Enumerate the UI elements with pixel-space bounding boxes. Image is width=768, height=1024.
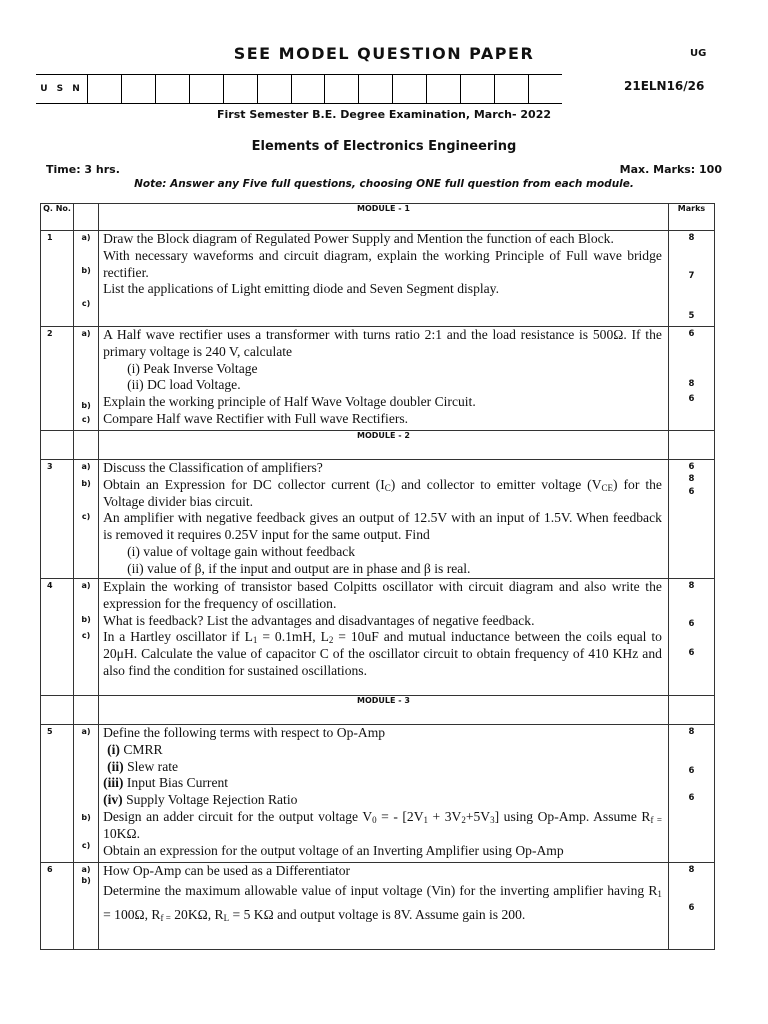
question-row — [41, 863, 715, 950]
question-number: 6 — [41, 863, 74, 950]
marks-value: 8 — [688, 474, 695, 484]
usn-cell[interactable] — [156, 75, 190, 103]
sub-label: c) — [81, 841, 91, 850]
sub-label: b) — [81, 876, 91, 885]
question-text: Compare Half wave Rectifier with Full wave Rectifiers. — [103, 410, 409, 426]
course-code: 21ELN16/26 — [624, 79, 705, 93]
question-subpart: (ii) Slew rate — [107, 758, 179, 774]
sub-label: c) — [81, 512, 91, 521]
question-subpart: (iv) Supply Voltage Rejection Ratio — [103, 792, 298, 808]
marks-value: 7 — [688, 271, 695, 281]
exam-title: First Semester B.E. Degree Examination, March- 2022 — [217, 108, 551, 121]
sub-label: b) — [81, 401, 91, 410]
usn-cell[interactable] — [224, 75, 258, 103]
question-row — [41, 725, 715, 863]
sub-label: b) — [81, 479, 91, 488]
usn-cell[interactable] — [292, 75, 326, 103]
usn-cell[interactable] — [461, 75, 495, 103]
usn-cell[interactable] — [258, 75, 292, 103]
usn-cell[interactable] — [495, 75, 529, 103]
module-row — [41, 431, 715, 460]
question-text: An amplifier with negative feedback gives an output of 12.5V with an input of 1.5V. When feedback is removed it requires 0.25V input for the same output. Find — [103, 510, 662, 543]
question-number: 5 — [41, 725, 74, 863]
usn-cell[interactable] — [529, 75, 562, 103]
marks-value: 6 — [688, 329, 695, 339]
level-tag: UG — [690, 48, 707, 59]
marks-value: 6 — [688, 793, 695, 803]
marks-value: 6 — [688, 766, 695, 776]
question-text: Explain the working principle of Half Wave Voltage doubler Circuit. — [103, 394, 476, 410]
sub-label: a) — [81, 727, 91, 736]
usn-box — [36, 74, 562, 104]
marks-value: 8 — [688, 865, 695, 875]
marks-value: 6 — [688, 487, 695, 497]
usn-cell[interactable] — [393, 75, 427, 103]
question-text: Explain the working of transistor based Colpitts oscillator with circuit diagram and also write the expression for the frequency of oscillation. — [103, 579, 662, 611]
marks-value: 8 — [688, 581, 695, 591]
question-subpart: (i) Peak Inverse Voltage — [127, 360, 258, 376]
paper-title: SEE MODEL QUESTION PAPER — [233, 44, 535, 63]
table-header — [41, 204, 715, 231]
question-text: How Op-Amp can be used as a Differentiator — [103, 863, 351, 878]
usn-cell[interactable] — [122, 75, 156, 103]
sub-label: b) — [81, 615, 91, 624]
question-subpart: (ii) value of β, if the input and output are in phase and β is real. — [127, 560, 471, 576]
question-text: Obtain an Expression for DC collector current $(I_C)$ and collector to emitter voltage $(V_{CE})$ for the Voltage divider bias circuit. — [103, 476, 662, 509]
question-text: Design an adder circuit for the output voltage $V_0$ = - $[2V_1 + 3V_2+5V_3]$ using Op-Amp. Assume $R_{f =}$ 10KΩ. — [103, 808, 662, 841]
sub-label: b) — [81, 266, 91, 275]
question-subpart: (i) CMRR — [107, 741, 163, 757]
question-text: A Half wave rectifier uses a transformer with turns ratio 2:1 and the load resistance is 500Ω. If the primary voltage is 240 V, calculate — [103, 327, 662, 359]
question-row — [41, 579, 715, 696]
usn-cell[interactable] — [88, 75, 122, 103]
question-number: 2 — [41, 327, 74, 431]
marks-value: 6 — [688, 648, 695, 658]
usn-cell[interactable] — [359, 75, 393, 103]
max-marks: Max. Marks: 100 — [619, 163, 722, 176]
question-number: 1 — [41, 231, 74, 327]
module-2-heading: MODULE - 2 — [99, 431, 669, 460]
marks-value: 5 — [688, 311, 695, 321]
marks-value: 6 — [688, 394, 695, 404]
marks-value: 8 — [688, 727, 695, 737]
question-row — [41, 460, 715, 579]
sub-label: a) — [81, 329, 91, 338]
module-1-heading: MODULE - 1 — [99, 204, 669, 231]
marks-value: 8 — [688, 379, 695, 389]
question-number: 4 — [41, 579, 74, 696]
sub-label: c) — [81, 299, 91, 308]
question-number: 3 — [41, 460, 74, 579]
question-subpart: (ii) DC load Voltage. — [127, 377, 241, 393]
col-qno: Q. No. — [41, 204, 74, 231]
usn-cell[interactable] — [427, 75, 461, 103]
sub-label: c) — [81, 631, 91, 640]
instructions-note: Note: Answer any Five full questions, choosing ONE full question from each module. — [134, 178, 634, 190]
time-duration: Time: 3 hrs. — [46, 163, 120, 176]
usn-cell[interactable] — [325, 75, 359, 103]
sub-label: b) — [81, 813, 91, 822]
question-text: In a Hartley oscillator if $L_1 = 0.1mH$, $L_2 = 10uF$ and mutual inductance between the coils equal to 20μH. Calculate the value of capacitor C of the oscillator circuit to obtain frequency of 410 KHz and also find the condition for sustained oscillations. — [103, 629, 662, 678]
col-marks: Marks — [668, 204, 714, 231]
module-row — [41, 696, 715, 725]
usn-cell[interactable] — [190, 75, 224, 103]
question-text: Discuss the Classification of amplifiers? — [103, 460, 323, 475]
marks-value: 6 — [688, 619, 695, 629]
marks-value: 6 — [688, 903, 695, 913]
question-subpart: (i) value of voltage gain without feedback — [127, 543, 356, 559]
sub-label: a) — [81, 865, 91, 874]
question-text: List the applications of Light emitting diode and Seven Segment display. — [103, 281, 499, 297]
marks-value: 8 — [688, 233, 695, 243]
question-text: Define the following terms with respect to Op-Amp — [103, 725, 386, 740]
sub-label: a) — [81, 581, 91, 590]
question-text: Draw the Block diagram of Regulated Power Supply and Mention the function of each Block. — [103, 231, 614, 246]
question-row — [41, 327, 715, 431]
question-text: With necessary waveforms and circuit diagram, explain the working Principle of Full wave bridge rectifier. — [103, 247, 662, 280]
question-table — [40, 203, 715, 950]
sub-label: a) — [81, 462, 91, 471]
module-3-heading: MODULE - 3 — [99, 696, 669, 725]
question-text: Obtain an expression for the output voltage of an Inverting Amplifier using Op-Amp — [103, 842, 564, 858]
sub-label: a) — [81, 233, 91, 242]
sub-label: c) — [81, 415, 91, 424]
marks-value: 6 — [688, 462, 695, 472]
question-subpart: (iii) Input Bias Current — [103, 775, 229, 791]
usn-label: U S N — [36, 75, 88, 103]
question-text: Determine the maximum allowable value of input voltage (Vin) for the inverting amplifier having $R_1 = 100\Omega$, $R_{f =}$ 20KΩ, $R_L = 5$ KΩ and output voltage is 8V. Assume gain is 200. — [103, 883, 662, 923]
question-text: What is feedback? List the advantages and disadvantages of negative feedback. — [103, 612, 535, 628]
question-row — [41, 231, 715, 327]
subject-title: Elements of Electronics Engineering — [251, 139, 517, 154]
